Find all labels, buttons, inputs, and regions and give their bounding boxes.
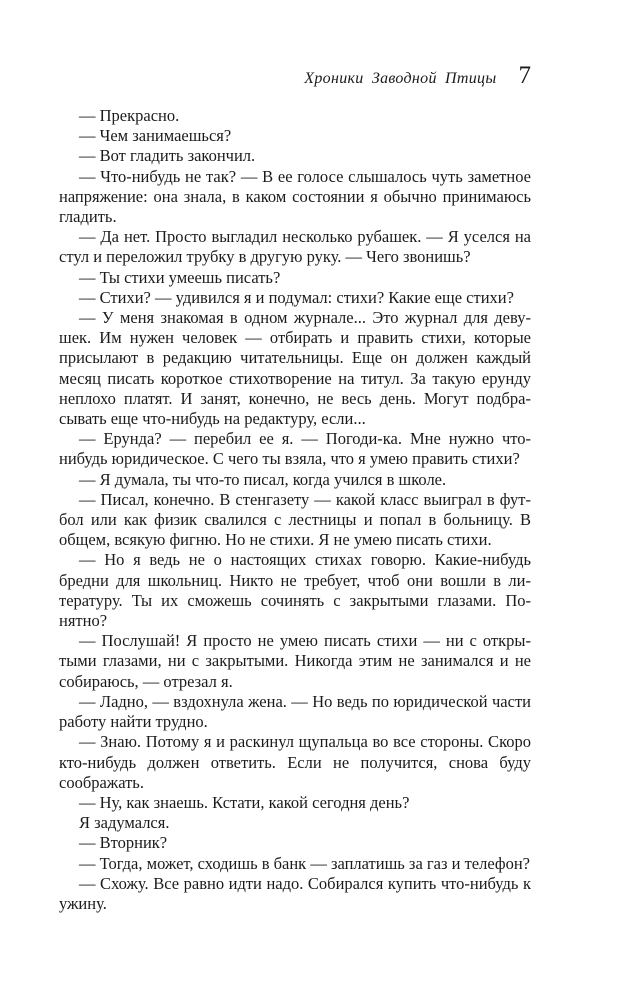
paragraph: — Тогда, может, сходишь в банк — заплатишь за газ и телефон? bbox=[79, 853, 530, 873]
paragraph: Я задумался. bbox=[79, 813, 170, 833]
paragraph: — Ладно, — вздохнула жена. — Но ведь по юридической части работу найти трудно. bbox=[59, 691, 531, 732]
body-text bbox=[59, 106, 531, 914]
running-title: Хроники Заводной Птицы bbox=[304, 70, 497, 87]
paragraph: — Я думала, ты что-то писал, когда учился в школе. bbox=[79, 469, 447, 489]
paragraph: — Ерунда? — перебил ее я. — Погоди-ка. Мне нужно что-нибудь юридическое. С чего ты взяла, что я умею править стихи? bbox=[59, 429, 531, 469]
paragraph: — Писал, конечно. В стенгазету — какой класс выиграл в футбол или как физик свалился с лестницы и попал в больницу. В общем, всякую фигню. Но не стихи. Я не умею писать стихи. bbox=[59, 489, 531, 550]
paragraph: — Но я ведь не о настоящих стихах говорю. Какие-нибудь бредни для школьниц. Никто не требует, чтоб они вошли в литературу. Ты их сможешь сочинять с закрытыми глазами. Понятно? bbox=[59, 550, 531, 631]
paragraph: — Ты стихи умеешь писать? bbox=[79, 267, 281, 287]
paragraph: — Вторник? bbox=[79, 833, 168, 853]
page-number: 7 bbox=[518, 62, 531, 89]
page-header bbox=[59, 63, 531, 88]
paragraph: — Да нет. Просто выгладил несколько рубашек. — Я уселся на стул и переложил трубку в другую руку. — Чего звонишь? bbox=[59, 227, 531, 267]
paragraph: — У меня знакомая в одном журнале... Это журнал для девушек. Им нужен человек — отбирать и править стихи, которые присылают в редакцию читательницы. Еще он должен каждый месяц писать короткое стихотворение на титул. За такую ерунду неплохо платят. И занят, конечно, не весь день. Могут подбрасывать еще что-нибудь на редактуру, если... bbox=[59, 308, 531, 429]
paragraph: — Что-нибудь не так? — В ее голосе слышалось чуть заметное напряжение: она знала, в каком состоянии я обычно принимаюсь гладить. bbox=[59, 166, 531, 227]
paragraph: — Вот гладить закончил. bbox=[79, 146, 256, 166]
paragraph: — Знаю. Потому я и раскинул щупальца во все стороны. Скоро кто-нибудь должен ответить. Если не получится, снова буду соображать. bbox=[59, 732, 531, 792]
paragraph: — Послушай! Я просто не умею писать стихи — ни с открытыми глазами, ни с закрытыми. Никогда этим не занимался и не собираюсь, — отрезал я. bbox=[59, 631, 531, 691]
paragraph: — Чем занимаешься? bbox=[79, 126, 232, 146]
paragraph: — Стихи? — удивился я и подумал: стихи? Какие еще стихи? bbox=[79, 287, 514, 307]
paragraph: — Прекрасно. bbox=[79, 106, 180, 125]
paragraph: — Схожу. Все равно идти надо. Собирался купить что-нибудь к ужину. bbox=[59, 873, 531, 913]
paragraph: — Ну, как знаешь. Кстати, какой сегодня день? bbox=[79, 792, 410, 812]
